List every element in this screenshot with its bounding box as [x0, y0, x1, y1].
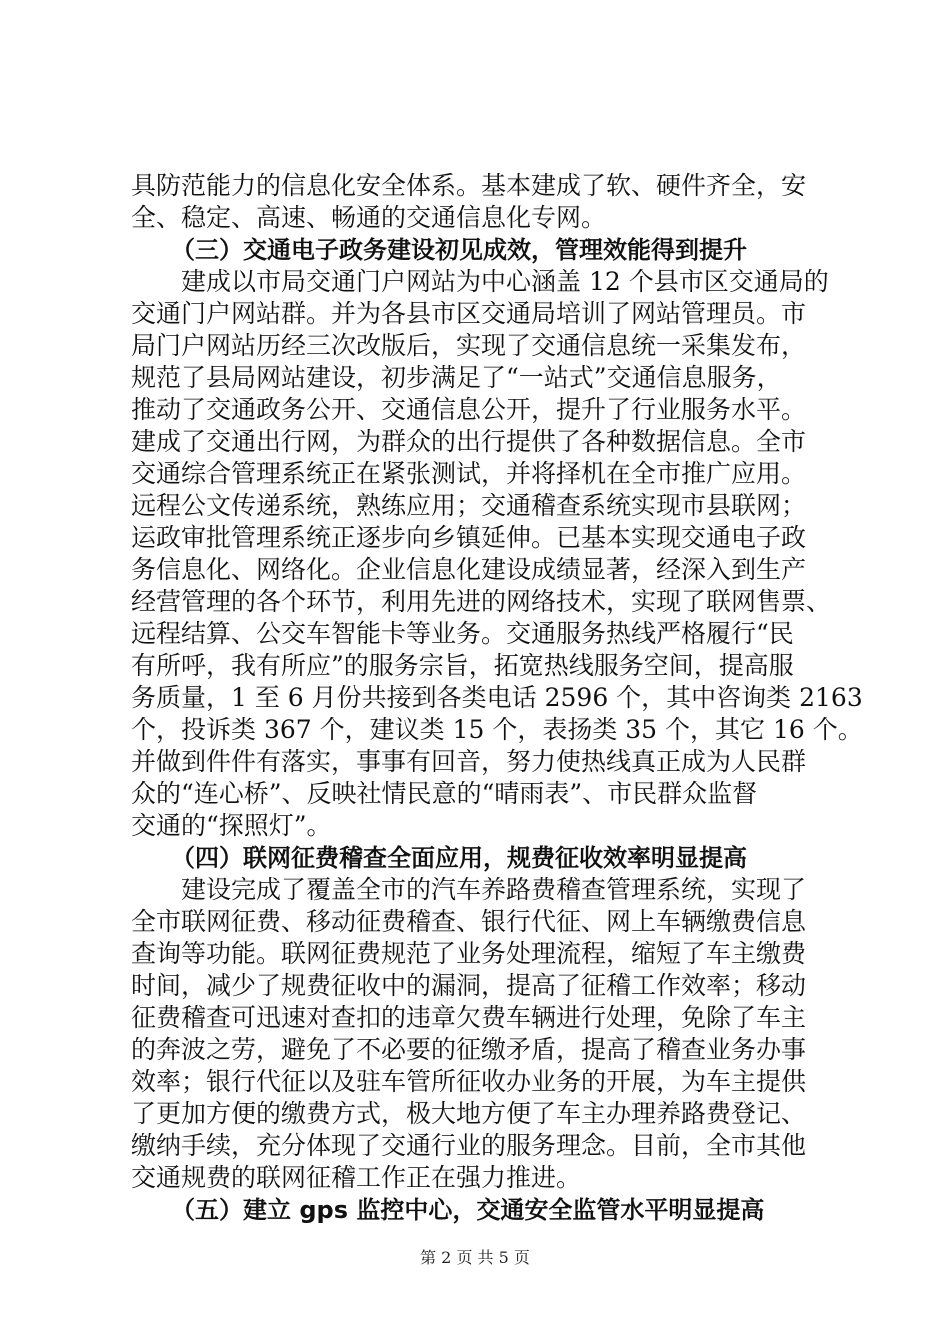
body-line: 交通的“探照灯”。	[131, 811, 332, 840]
body-line: 查询等功能。联网征费规范了业务处理流程，缩短了车主缴费	[131, 939, 807, 968]
body-line: 交通规费的联网征稽工作正在强力推进。	[131, 1163, 582, 1192]
body-line: 全市联网征费、移动征费稽查、银行代征、网上车辆缴费信息	[131, 907, 807, 936]
page-footer: 第 2 页 共 5 页	[420, 1248, 530, 1267]
body-line: 远程结算、公交车智能卡等业务。交通服务热线严格履行“民	[131, 619, 794, 648]
body-line: 建成了交通出行网，为群众的出行提供了各种数据信息。全市	[131, 427, 807, 456]
body-line: 推动了交通政务公开、交通信息公开，提升了行业服务水平。	[131, 395, 807, 424]
body-line: 务质量，1 至 6 月份共接到各类电话 2596 个，其中咨询类 2163	[131, 683, 863, 712]
body-line: 个，投诉类 367 个，建议类 15 个，表扬类 35 个，其它 16 个。	[131, 715, 863, 744]
document-body	[131, 170, 863, 1226]
body-line: 征费稽查可迅速对查扣的违章欠费车辆进行处理，免除了车主	[131, 1003, 807, 1032]
body-line: 规范了县局网站建设，初步满足了“一站式”交通信息服务，	[131, 363, 782, 392]
body-line: 交通综合管理系统正在紧张测试，并将择机在全市推广应用。	[131, 459, 807, 488]
body-line: 有所呼，我有所应”的服务宗旨，拓宽热线服务空间，提高服	[131, 651, 794, 680]
body-line: 建设完成了覆盖全市的汽车养路费稽查管理系统，实现了	[181, 875, 807, 904]
body-line: 务信息化、网络化。企业信息化建设成绩显著，经深入到生产	[131, 555, 807, 584]
section-heading-3: （三）交通电子政务建设初见成效，管理效能得到提升	[171, 236, 747, 264]
body-line: 的奔波之劳，避免了不必要的征缴矛盾，提高了稽查业务办事	[131, 1035, 807, 1064]
body-line: 经营管理的各个环节，利用先进的网络技术，实现了联网售票、	[131, 587, 832, 616]
body-line: 并做到件件有落实，事事有回音，努力使热线真正成为人民群	[131, 747, 807, 776]
body-line: 局门户网站历经三次改版后，实现了交通信息统一采集发布，	[131, 331, 807, 360]
body-line: 交通门户网站群。并为各县市区交通局培训了网站管理员。市	[131, 299, 807, 328]
body-line: 了更加方便的缴费方式，极大地方便了车主办理养路费登记、	[131, 1099, 807, 1128]
body-line: 时间，减少了规费征收中的漏洞，提高了征稽工作效率；移动	[131, 971, 807, 1000]
body-line: 远程公文传递系统，熟练应用；交通稽查系统实现市县联网；	[131, 491, 807, 520]
body-line: 缴纳手续，充分体现了交通行业的服务理念。目前，全市其他	[131, 1131, 807, 1160]
body-line: 建成以市局交通门户网站为中心涵盖 12 个县市区交通局的	[181, 267, 829, 296]
body-line: 运政审批管理系统正逐步向乡镇延伸。已基本实现交通电子政	[131, 523, 807, 552]
body-line: 具防范能力的信息化安全体系。基本建成了软、硬件齐全，安	[131, 171, 807, 200]
section-heading-5: （五）建立 gps 监控中心，交通安全监管水平明显提高	[171, 1196, 765, 1224]
body-line: 众的“连心桥”、反映社情民意的“晴雨表”、市民群众监督	[131, 779, 758, 808]
section-heading-4: （四）联网征费稽查全面应用，规费征收效率明显提高	[171, 844, 747, 872]
body-line: 全、稳定、高速、畅通的交通信息化专网。	[131, 203, 607, 232]
body-line: 效率；银行代征以及驻车管所征收办业务的开展，为车主提供	[131, 1067, 807, 1096]
